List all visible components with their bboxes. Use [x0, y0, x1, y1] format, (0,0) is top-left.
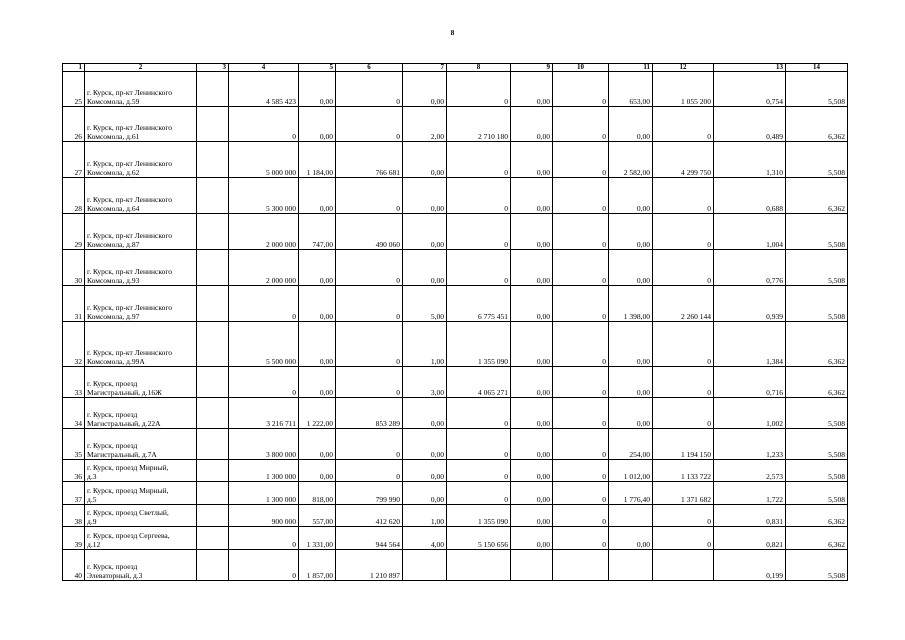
cell-col7: 5,00	[403, 286, 447, 322]
address-cell	[85, 214, 197, 250]
cell-col13: 0,821	[714, 527, 786, 550]
table-row	[63, 367, 848, 398]
cell-col12: 2 260 144	[653, 286, 714, 322]
cell-col8: 0	[447, 214, 511, 250]
row-number: 30	[63, 250, 85, 286]
cell-col10: 0	[553, 429, 609, 460]
cell-col10: 0	[553, 505, 609, 527]
cell-col11: 0,00	[609, 398, 653, 429]
data-table	[62, 63, 848, 581]
address-text: г. Курск, проезд Магистральный, д.16Ж	[87, 379, 162, 397]
row-number: 34	[63, 398, 85, 429]
cell-col3	[197, 178, 229, 214]
cell-col8: 5 150 656	[447, 527, 511, 550]
cell-col5: 0,00	[299, 286, 336, 322]
cell-col3	[197, 250, 229, 286]
cell-col5: 0,00	[299, 250, 336, 286]
cell-col6: 0	[336, 367, 403, 398]
cell-col4: 0	[229, 367, 299, 398]
row-number: 36	[63, 460, 85, 482]
cell-col12	[653, 550, 714, 581]
address-cell	[85, 250, 197, 286]
cell-col3	[197, 286, 229, 322]
cell-col7: 1,00	[403, 505, 447, 527]
row-number: 35	[63, 429, 85, 460]
address-text: г. Курск, пр-кт Ленинского Комсомола, д.87	[87, 231, 172, 249]
column-header: 11	[609, 64, 653, 72]
cell-col5: 0,00	[299, 178, 336, 214]
cell-col14: 5,508	[786, 72, 848, 107]
cell-col13: 1,722	[714, 482, 786, 505]
table-row	[63, 527, 848, 550]
cell-col14: 5,508	[786, 550, 848, 581]
address-text: г. Курск, проезд Мирный, д.5	[87, 486, 169, 504]
cell-col9: 0,00	[511, 367, 553, 398]
cell-col4: 900 000	[229, 505, 299, 527]
address-text: г. Курск, пр-кт Ленинского Комсомола, д.99А	[87, 348, 172, 366]
cell-col14: 6,362	[786, 367, 848, 398]
cell-col8: 6 775 451	[447, 286, 511, 322]
cell-col8: 0	[447, 429, 511, 460]
table-row	[63, 142, 848, 178]
cell-col12: 0	[653, 250, 714, 286]
column-header: 14	[786, 64, 848, 72]
cell-col5: 1 331,00	[299, 527, 336, 550]
column-header: 12	[653, 64, 714, 72]
cell-col13: 1,233	[714, 429, 786, 460]
cell-col9: 0,00	[511, 460, 553, 482]
cell-col12: 0	[653, 178, 714, 214]
cell-col4: 3 800 000	[229, 429, 299, 460]
cell-col8: 0	[447, 142, 511, 178]
cell-col3	[197, 527, 229, 550]
row-number: 33	[63, 367, 85, 398]
address-text: г. Курск, проезд Сергеева, д.12	[87, 531, 170, 549]
cell-col6: 490 060	[336, 214, 403, 250]
cell-col14: 5,508	[786, 286, 848, 322]
cell-col4: 1 300 000	[229, 460, 299, 482]
row-number: 26	[63, 107, 85, 142]
cell-col3	[197, 429, 229, 460]
address-cell	[85, 505, 197, 527]
cell-col11: 2 582,00	[609, 142, 653, 178]
cell-col8: 1 355 090	[447, 322, 511, 367]
cell-col4: 3 216 711	[229, 398, 299, 429]
cell-col11: 0,00	[609, 367, 653, 398]
cell-col10: 0	[553, 460, 609, 482]
cell-col4: 4 585 423	[229, 72, 299, 107]
cell-col5: 0,00	[299, 72, 336, 107]
cell-col11	[609, 505, 653, 527]
table-row	[63, 322, 848, 367]
cell-col11: 653,00	[609, 72, 653, 107]
cell-col11: 1 398,00	[609, 286, 653, 322]
cell-col5: 818,00	[299, 482, 336, 505]
cell-col5: 1 857,00	[299, 550, 336, 581]
cell-col3	[197, 367, 229, 398]
cell-col13: 0,716	[714, 367, 786, 398]
cell-col8: 1 355 090	[447, 505, 511, 527]
cell-col14: 5,508	[786, 214, 848, 250]
cell-col7: 0,00	[403, 250, 447, 286]
cell-col10: 0	[553, 527, 609, 550]
cell-col6: 412 620	[336, 505, 403, 527]
row-number: 40	[63, 550, 85, 581]
table-row	[63, 286, 848, 322]
cell-col3	[197, 107, 229, 142]
cell-col5: 1 222,00	[299, 398, 336, 429]
cell-col3	[197, 142, 229, 178]
cell-col6: 799 990	[336, 482, 403, 505]
cell-col8: 0	[447, 460, 511, 482]
cell-col9: 0,00	[511, 482, 553, 505]
cell-col5: 557,00	[299, 505, 336, 527]
cell-col14: 5,508	[786, 250, 848, 286]
column-header: 2	[85, 64, 197, 72]
cell-col6: 0	[336, 322, 403, 367]
cell-col11: 0,00	[609, 527, 653, 550]
row-number: 31	[63, 286, 85, 322]
cell-col3	[197, 398, 229, 429]
column-header: 13	[714, 64, 786, 72]
cell-col6: 853 289	[336, 398, 403, 429]
table-row	[63, 429, 848, 460]
cell-col11: 1 776,40	[609, 482, 653, 505]
cell-col4: 5 000 000	[229, 142, 299, 178]
cell-col11: 0,00	[609, 250, 653, 286]
cell-col5: 1 184,00	[299, 142, 336, 178]
address-cell	[85, 107, 197, 142]
cell-col6: 0	[336, 107, 403, 142]
cell-col10: 0	[553, 482, 609, 505]
column-header: 9	[511, 64, 553, 72]
cell-col13: 0,489	[714, 107, 786, 142]
cell-col14: 5,508	[786, 460, 848, 482]
cell-col10: 0	[553, 322, 609, 367]
table-row	[63, 214, 848, 250]
address-cell	[85, 286, 197, 322]
address-cell	[85, 429, 197, 460]
cell-col8: 0	[447, 72, 511, 107]
column-header: 7	[403, 64, 447, 72]
cell-col7: 0,00	[403, 142, 447, 178]
address-cell	[85, 482, 197, 505]
address-text: г. Курск, проезд Светлый, д.9	[87, 508, 169, 526]
table-row	[63, 482, 848, 505]
header-row	[63, 64, 848, 72]
cell-col14: 6,362	[786, 527, 848, 550]
cell-col7: 0,00	[403, 482, 447, 505]
address-text: г. Курск, проезд Магистральный, д.22А	[87, 410, 161, 428]
cell-col9: 0,00	[511, 178, 553, 214]
cell-col7	[403, 550, 447, 581]
cell-col11	[609, 550, 653, 581]
table-row	[63, 460, 848, 482]
cell-col5: 0,00	[299, 429, 336, 460]
cell-col7: 4,00	[403, 527, 447, 550]
table-row	[63, 250, 848, 286]
cell-col9	[511, 550, 553, 581]
cell-col6: 0	[336, 72, 403, 107]
table-row	[63, 72, 848, 107]
cell-col5: 0,00	[299, 367, 336, 398]
cell-col12: 0	[653, 214, 714, 250]
cell-col9: 0,00	[511, 286, 553, 322]
cell-col8: 2 710 180	[447, 107, 511, 142]
address-text: г. Курск, пр-кт Ленинского Комсомола, д.64	[87, 195, 172, 213]
address-text: г. Курск, пр-кт Ленинского Комсомола, д.61	[87, 123, 172, 141]
row-number: 37	[63, 482, 85, 505]
cell-col9: 0,00	[511, 505, 553, 527]
cell-col3	[197, 482, 229, 505]
cell-col12: 4 299 750	[653, 142, 714, 178]
cell-col4: 1 300 000	[229, 482, 299, 505]
row-number: 32	[63, 322, 85, 367]
address-cell	[85, 178, 197, 214]
cell-col12: 1 055 200	[653, 72, 714, 107]
address-text: г. Курск, пр-кт Ленинского Комсомола, д.97	[87, 303, 172, 321]
cell-col4: 2 000 000	[229, 214, 299, 250]
row-number: 29	[63, 214, 85, 250]
cell-col14: 6,362	[786, 322, 848, 367]
cell-col8: 0	[447, 178, 511, 214]
column-header: 4	[229, 64, 299, 72]
cell-col14: 6,362	[786, 107, 848, 142]
cell-col10: 0	[553, 178, 609, 214]
address-text: г. Курск, пр-кт Ленинского Комсомола, д.59	[87, 88, 172, 106]
cell-col12: 1 371 682	[653, 482, 714, 505]
cell-col11: 0,00	[609, 107, 653, 142]
cell-col9: 0,00	[511, 107, 553, 142]
cell-col6: 0	[336, 460, 403, 482]
cell-col12: 0	[653, 367, 714, 398]
cell-col10: 0	[553, 367, 609, 398]
cell-col7: 0,00	[403, 398, 447, 429]
cell-col11: 1 012,00	[609, 460, 653, 482]
cell-col4: 0	[229, 527, 299, 550]
cell-col9: 0,00	[511, 429, 553, 460]
row-number: 27	[63, 142, 85, 178]
table-row	[63, 178, 848, 214]
cell-col14: 6,362	[786, 178, 848, 214]
cell-col8: 4 065 271	[447, 367, 511, 398]
column-header: 8	[447, 64, 511, 72]
cell-col6: 1 210 897	[336, 550, 403, 581]
cell-col10: 0	[553, 72, 609, 107]
address-cell	[85, 398, 197, 429]
cell-col12: 0	[653, 527, 714, 550]
address-cell	[85, 142, 197, 178]
cell-col11: 0,00	[609, 214, 653, 250]
table-row	[63, 107, 848, 142]
address-text: г. Курск, проезд Мирный, д.3	[87, 463, 169, 481]
cell-col11: 254,00	[609, 429, 653, 460]
row-number: 39	[63, 527, 85, 550]
cell-col4: 2 000 000	[229, 250, 299, 286]
cell-col3	[197, 460, 229, 482]
cell-col4: 0	[229, 550, 299, 581]
cell-col12: 0	[653, 398, 714, 429]
cell-col13: 0,199	[714, 550, 786, 581]
cell-col4: 0	[229, 286, 299, 322]
cell-col13: 0,688	[714, 178, 786, 214]
cell-col9: 0,00	[511, 214, 553, 250]
cell-col6: 0	[336, 286, 403, 322]
cell-col12: 1 194 150	[653, 429, 714, 460]
cell-col13: 1,004	[714, 214, 786, 250]
cell-col3	[197, 72, 229, 107]
cell-col14: 5,508	[786, 398, 848, 429]
cell-col13: 0,831	[714, 505, 786, 527]
cell-col8: 0	[447, 250, 511, 286]
page-number: 8	[450, 29, 455, 37]
table-row	[63, 505, 848, 527]
cell-col10: 0	[553, 107, 609, 142]
cell-col7: 3,00	[403, 367, 447, 398]
address-cell	[85, 460, 197, 482]
cell-col10: 0	[553, 286, 609, 322]
cell-col9: 0,00	[511, 322, 553, 367]
table-row	[63, 398, 848, 429]
cell-col12: 0	[653, 505, 714, 527]
cell-col6: 0	[336, 178, 403, 214]
column-header: 1	[63, 64, 85, 72]
table-body	[63, 72, 848, 581]
cell-col13: 1,310	[714, 142, 786, 178]
cell-col5: 0,00	[299, 107, 336, 142]
address-cell	[85, 527, 197, 550]
cell-col9: 0,00	[511, 250, 553, 286]
cell-col14: 5,508	[786, 429, 848, 460]
cell-col7: 1,00	[403, 322, 447, 367]
cell-col3	[197, 214, 229, 250]
column-header: 6	[336, 64, 403, 72]
cell-col13: 0,776	[714, 250, 786, 286]
cell-col3	[197, 550, 229, 581]
cell-col7: 0,00	[403, 460, 447, 482]
cell-col10: 0	[553, 142, 609, 178]
cell-col12: 0	[653, 322, 714, 367]
cell-col5: 747,00	[299, 214, 336, 250]
row-number: 38	[63, 505, 85, 527]
cell-col9: 0,00	[511, 72, 553, 107]
cell-col13: 1,002	[714, 398, 786, 429]
cell-col12: 0	[653, 107, 714, 142]
column-header: 5	[299, 64, 336, 72]
cell-col4: 5 500 000	[229, 322, 299, 367]
column-header: 3	[197, 64, 229, 72]
cell-col8	[447, 550, 511, 581]
row-number: 28	[63, 178, 85, 214]
cell-col14: 5,508	[786, 142, 848, 178]
cell-col13: 2,573	[714, 460, 786, 482]
cell-col6: 766 681	[336, 142, 403, 178]
cell-col7: 0,00	[403, 178, 447, 214]
address-text: г. Курск, проезд Магистральный, д.7А	[87, 441, 157, 459]
cell-col3	[197, 505, 229, 527]
cell-col10: 0	[553, 214, 609, 250]
cell-col5: 0,00	[299, 322, 336, 367]
cell-col6: 0	[336, 250, 403, 286]
cell-col11: 0,00	[609, 178, 653, 214]
cell-col3	[197, 322, 229, 367]
cell-col14: 5,508	[786, 482, 848, 505]
cell-col11: 0,00	[609, 322, 653, 367]
cell-col10	[553, 550, 609, 581]
row-number: 25	[63, 72, 85, 107]
address-cell	[85, 72, 197, 107]
cell-col7: 2,00	[403, 107, 447, 142]
cell-col6: 944 564	[336, 527, 403, 550]
cell-col10: 0	[553, 250, 609, 286]
cell-col8: 0	[447, 482, 511, 505]
cell-col7: 0,00	[403, 72, 447, 107]
cell-col8: 0	[447, 398, 511, 429]
cell-col13: 0,939	[714, 286, 786, 322]
address-cell	[85, 322, 197, 367]
cell-col7: 0,00	[403, 429, 447, 460]
cell-col4: 0	[229, 107, 299, 142]
cell-col6: 0	[336, 429, 403, 460]
cell-col4: 5 300 000	[229, 178, 299, 214]
address-text: г. Курск, пр-кт Ленинского Комсомола, д.62	[87, 159, 172, 177]
cell-col9: 0,00	[511, 527, 553, 550]
address-text: г. Курск, пр-кт Ленинского Комсомола, д.93	[87, 267, 172, 285]
cell-col13: 1,384	[714, 322, 786, 367]
cell-col10: 0	[553, 398, 609, 429]
cell-col5: 0,00	[299, 460, 336, 482]
table-row	[63, 550, 848, 581]
cell-col9: 0,00	[511, 398, 553, 429]
cell-col13: 0,754	[714, 72, 786, 107]
cell-col14: 6,362	[786, 505, 848, 527]
cell-col9: 0,00	[511, 142, 553, 178]
column-header: 10	[553, 64, 609, 72]
address-cell	[85, 550, 197, 581]
address-cell	[85, 367, 197, 398]
address-text: г. Курск, проезд Элеваторный, д.3	[87, 562, 143, 580]
cell-col12: 1 133 722	[653, 460, 714, 482]
cell-col7: 0,00	[403, 214, 447, 250]
